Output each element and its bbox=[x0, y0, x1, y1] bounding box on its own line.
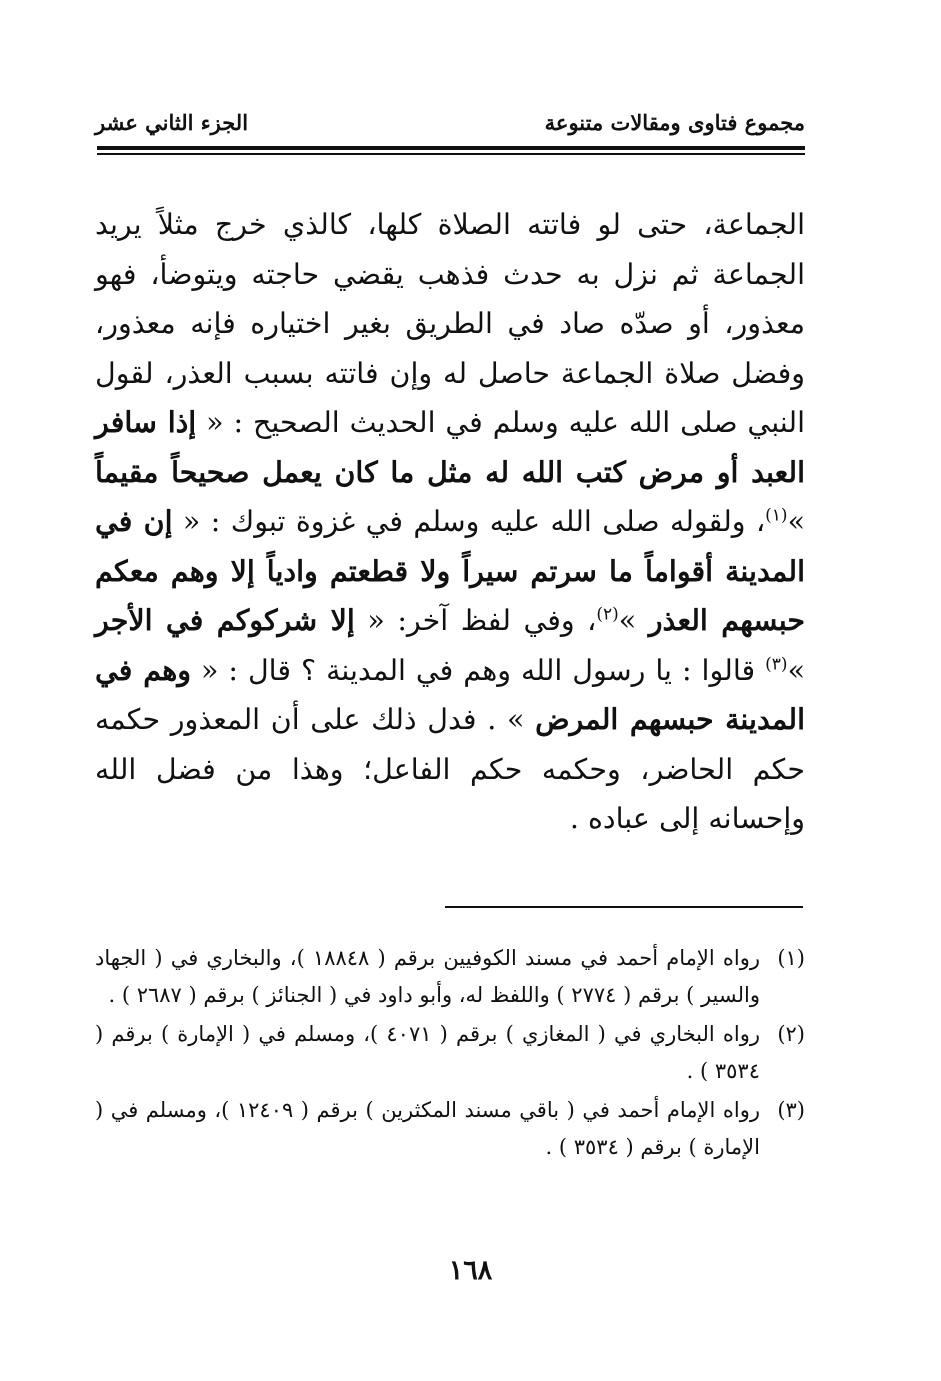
text-segment: » bbox=[787, 505, 805, 538]
footnote-ref: (٢) bbox=[596, 604, 619, 625]
text-segment: الجماعة، حتى لو فاتته الصلاة كلها، كالذي خرج مثلاً يريد الجماعة ثم نزل به حدث فذهب يقضي حاجته ويتوضأ، فهو معذور، أو صدّه صاد في الطريق بغير اختياره فإنه معذور، وفضل صلاة الجماعة حاصل له وإن فاتته بسبب العذر، لقول النبي صلى الله عليه وسلم في الحديث الصحيح : « bbox=[95, 208, 805, 439]
text-segment: ، وفي لفظ آخر: « bbox=[367, 604, 597, 637]
text-segment: ، ولقوله صلى الله عليه وسلم في غزوة تبوك : « bbox=[182, 505, 766, 538]
text-segment: » bbox=[618, 604, 637, 637]
volume-label: الجزء الثاني عشر bbox=[95, 110, 249, 135]
footnote-text: رواه الإمام أحمد في مسند الكوفيين برقم ( ١٨٨٤٨ )، والبخاري في ( الجهاد والسير ) برقم ( ٢٧٧٤ ) واللفظ له، وأبو داود في ( الجنائز ) برقم ( ٢٦٨٧ ) . bbox=[95, 946, 760, 1007]
footnote-ref: (١) bbox=[765, 505, 788, 526]
main-text bbox=[95, 200, 805, 844]
footnote-number: (٣) bbox=[777, 1098, 805, 1122]
hadith-quote: إن في المدينة أقواماً ما سرتم سيراً ولا قطعتم وادياً إلا وهم معكم حبسهم العذر bbox=[95, 504, 806, 637]
footnote-item bbox=[95, 1016, 805, 1090]
footnotes bbox=[95, 940, 805, 1168]
footnote-number: (٢) bbox=[777, 1022, 805, 1046]
hadith-quote: وهم في المدينة حبسهم المرض bbox=[95, 652, 805, 736]
footnote-text: رواه الإمام أحمد في ( باقي مسند المكثرين ) برقم ( ١٢٤٠٩ )، ومسلم في ( الإمارة ) برقم ( ٣٥٣٤ ) . bbox=[95, 1098, 760, 1159]
footnote-separator bbox=[445, 906, 803, 908]
footnote-item bbox=[95, 940, 805, 1014]
hadith-quote: إذا سافر العبد أو مرض كتب الله له مثل ما كان يعمل صحيحاً مقيماً bbox=[95, 405, 805, 489]
book-title: مجموع فتاوى ومقالات متنوعة bbox=[544, 110, 805, 135]
footnote-number: (١) bbox=[777, 946, 805, 970]
header-rule-thin bbox=[97, 153, 805, 155]
footnote-item bbox=[95, 1092, 805, 1166]
text-segment: قالوا : يا رسول الله وهم في المدينة ؟ قال : « bbox=[200, 653, 766, 687]
page-number: ١٦٨ bbox=[448, 1255, 493, 1286]
header-rule-thick bbox=[97, 146, 805, 150]
running-header bbox=[95, 110, 805, 136]
main-paragraph bbox=[95, 200, 805, 844]
footnote-text: رواه البخاري في ( المغازي ) برقم ( ٤٠٧١ )، ومسلم في ( الإمارة ) برقم ( ٣٥٣٤ ) . bbox=[95, 1022, 761, 1083]
text-segment: » . فدل ذلك على أن المعذور حكمه حكم الحاضر، وحكمه حكم الفاعل؛ وهذا من فضل الله وإحسانه إلى عباده . bbox=[95, 703, 805, 835]
text-segment: » bbox=[787, 653, 805, 687]
footnote-ref: (٣) bbox=[765, 654, 788, 674]
hadith-quote: إلا شركوكم في الأجر bbox=[95, 603, 355, 637]
